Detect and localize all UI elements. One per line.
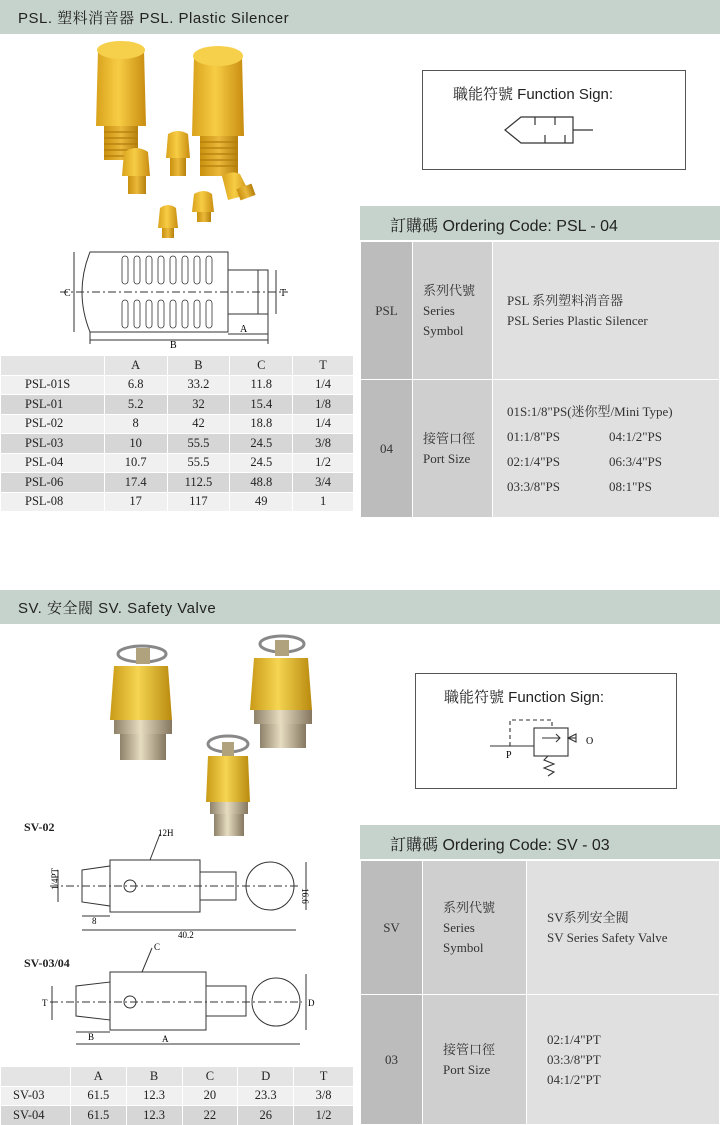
- table-row: SV-04 61.5 12.3 22 26 1/2: [1, 1106, 354, 1125]
- drawing-label-b: B: [170, 340, 177, 348]
- sv02-label-12h: 12H: [158, 828, 174, 838]
- table-header: C: [182, 1067, 238, 1087]
- sv0304-label-a: A: [162, 1034, 169, 1044]
- valve-left: [110, 646, 172, 760]
- drawing-label-c: C: [64, 288, 71, 299]
- table-row: PSL-01 5.2 32 15.4 1/8: [1, 395, 354, 415]
- sv02-drawing-title: SV-02: [24, 820, 55, 834]
- ordering-code-psl: PSL: [361, 242, 413, 380]
- drawing-label-a: A: [240, 324, 248, 335]
- sv-product-photo: [96, 632, 316, 842]
- table-header: [1, 1067, 71, 1087]
- ordering-row-port: [361, 995, 720, 1125]
- table-header: D: [238, 1067, 294, 1087]
- psl-section-header: [0, 0, 720, 34]
- valve-right: [250, 636, 312, 748]
- silencer-small-4: [192, 191, 214, 222]
- ordering-code-label: 訂購碼 Ordering Code: SV - 03: [390, 837, 610, 854]
- function-sign-label: 職能符號 Function Sign:: [453, 86, 614, 103]
- sv02-dimension-drawing: [10, 826, 320, 941]
- sv-section-header: [0, 590, 720, 624]
- silencer-small-1: [122, 148, 150, 194]
- table-header: A: [104, 356, 167, 376]
- ordering-code-label: 訂購碼 Ordering Code: PSL - 04: [390, 218, 618, 235]
- table-header: B: [167, 356, 230, 376]
- table-header: B: [126, 1067, 182, 1087]
- sv0304-drawing-title: SV-03/04: [24, 956, 70, 970]
- ordering-row-port: [361, 380, 720, 518]
- table-row: PSL-01S 6.8 33.2 11.8 1/4: [1, 375, 354, 395]
- psl-section-title: PSL. 塑料消音器 PSL. Plastic Silencer: [18, 10, 290, 27]
- sv0304-label-b: B: [88, 1032, 95, 1042]
- ordering-desc-series: PSL 系列塑料消音器 PSL Series Plastic Silencer: [493, 242, 720, 380]
- ordering-row-series: [361, 242, 720, 380]
- ordering-label-port: 接管口徑 Port Size: [423, 995, 527, 1125]
- sv-ordering-table: [360, 860, 720, 1125]
- sv02-label-pt: 1/4PT: [50, 867, 60, 890]
- ordering-row-series: [361, 861, 720, 995]
- safety-valve-symbol-icon: [486, 714, 626, 782]
- table-row: PSL-03 10 55.5 24.5 3/8: [1, 434, 354, 454]
- psl-function-sign-box: [422, 70, 686, 170]
- table-header: T: [293, 356, 354, 376]
- psl-ordering-code-title: [360, 206, 720, 240]
- sv0304-dimension-drawing: [30, 940, 320, 1052]
- silencer-small-3: [222, 172, 256, 200]
- table-row: PSL-02 8 42 18.8 1/4: [1, 414, 354, 434]
- table-row: PSL-04 10.7 55.5 24.5 1/2: [1, 453, 354, 473]
- table-row: PSL-06 17.4 112.5 48.8 3/4: [1, 473, 354, 493]
- silencer-large-right: [192, 46, 244, 176]
- ordering-code-04: 04: [361, 380, 413, 518]
- drawing-label-t: T: [280, 288, 287, 299]
- sv0304-label-t: T: [42, 998, 48, 1008]
- ordering-label-port: 接管口徑 Port Size: [413, 380, 493, 518]
- sign-label-o: O: [586, 736, 594, 747]
- table-row: PSL-08 17 117 49 1: [1, 492, 354, 512]
- sv02-label-a: 8: [92, 916, 97, 926]
- table-row: SV-03 61.5 12.3 20 23.3 3/8: [1, 1086, 354, 1106]
- psl-product-photo: [60, 36, 300, 242]
- sv0304-label-c: C: [154, 942, 161, 952]
- psl-ordering-table: [360, 241, 720, 518]
- ordering-port-options: 01S:1/8"PS(迷你型/Mini Type) 01:1/8"PS 04:1/2"PS 02:1/4"PS 06:3/4"PS 03:3/8"PS 08:1"PS: [493, 380, 720, 518]
- sv-function-sign-box: [415, 673, 677, 789]
- ordering-code-sv: SV: [361, 861, 423, 995]
- sv-ordering-code-title: [360, 825, 720, 859]
- silencer-large-left: [96, 41, 146, 160]
- ordering-desc-series: SV系列安全閥 SV Series Safety Valve: [527, 861, 720, 995]
- table-header: C: [230, 356, 293, 376]
- ordering-code-03: 03: [361, 995, 423, 1125]
- silencer-symbol-icon: [503, 113, 595, 147]
- ordering-label-series: 系列代號 Series Symbol: [413, 242, 493, 380]
- sv02-label-d: 16.6: [300, 888, 310, 904]
- psl-dimension-table: [0, 355, 354, 512]
- table-header: T: [294, 1067, 354, 1087]
- silencer-small-5: [158, 205, 178, 238]
- table-header: [1, 356, 105, 376]
- table-header: A: [70, 1067, 126, 1087]
- silencer-small-2: [166, 131, 190, 176]
- function-sign-label: 職能符號 Function Sign:: [444, 689, 605, 706]
- psl-dimension-drawing: [60, 244, 290, 348]
- valve-small: [206, 736, 250, 836]
- sv-section-title: SV. 安全閥 SV. Safety Valve: [18, 600, 217, 617]
- ordering-port-options: 02:1/4"PT 03:3/8"PT 04:1/2"PT: [527, 995, 720, 1125]
- sign-label-p: P: [506, 750, 512, 761]
- sv02-label-l: 40.2: [178, 930, 194, 940]
- sv-dimension-table: [0, 1066, 354, 1125]
- sv0304-label-d: D: [308, 998, 315, 1008]
- ordering-label-series: 系列代號 Series Symbol: [423, 861, 527, 995]
